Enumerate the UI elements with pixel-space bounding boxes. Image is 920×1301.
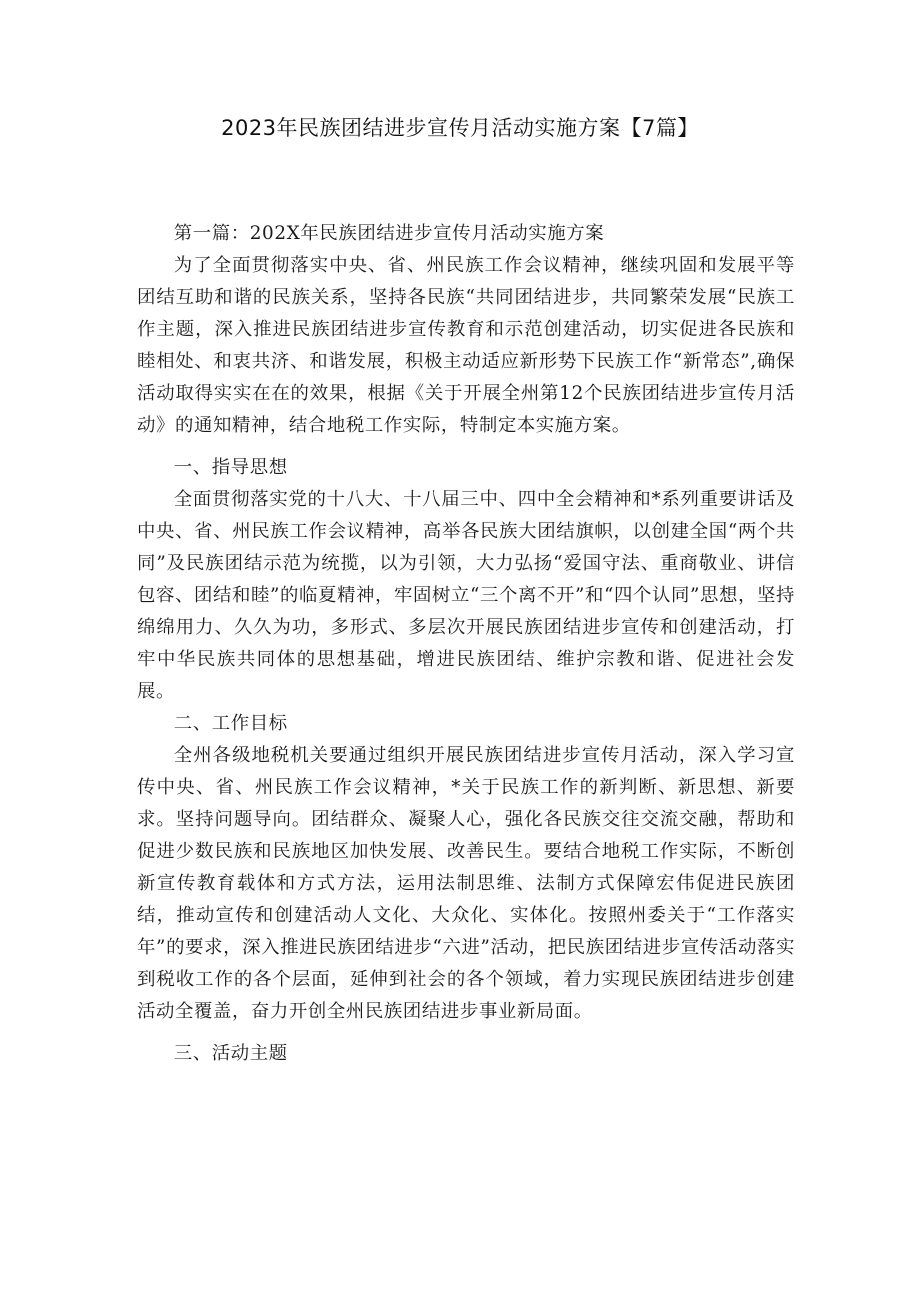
section-heading-work-goals: 二、工作目标: [173, 713, 288, 734]
document-title: 2023年民族团结进步宣传月活动实施方案【7篇】: [221, 116, 699, 140]
section-heading-guiding-ideology: 一、指导思想: [173, 457, 288, 478]
paragraph-work-goals: 全州各级地税机关要通过组织开展民族团结进步宣传月活动，深入学习宣传中央、省、州民族工作会议精神，*关于民族工作的新判断、新思想、新要求。坚持问题导向。团结群众、凝聚人心，强化各民族交往交流交融，帮助和促进少数民族和民族地区加快发展、改善民生。要结合地税工作实际，不断创新宣传教育载体和方式方法，运用法制思维、法制方式保障宏伟促进民族团结，推动宣传和创建活动人文化、大众化、实体化。按照州委关于“工作落实年”的要求，深入推进民族团结进步“六进”活动，把民族团结进步宣传活动落实到税收工作的各个层面，延伸到社会的各个领域，着力实现民族团结进步创建活动全覆盖，奋力开创全州民族团结进步事业新局面。: [137, 745, 795, 1022]
document-body: [137, 218, 795, 1070]
section-heading-activity-theme: 三、活动主题: [173, 1043, 288, 1064]
paragraph-intro: 为了全面贯彻落实中央、省、州民族工作会议精神，继续巩固和发展平等团结互助和谐的民族关系，坚持各民族“共同团结进步，共同繁荣发展“民族工作主题，深入推进民族团结进步宣传教育和示范创建活动，切实促进各民族和睦相处、和衷共济、和谐发展，积极主动适应新形势下民族工作“新常态”,确保活动取得实实在在的效果，根据《关于开展全州第12个民族团结进步宣传月活动》的通知精神，结合地税工作实际，特制定本实施方案。: [137, 255, 795, 436]
paragraph-guiding-ideology: 全面贯彻落实党的十八大、十八届三中、四中全会精神和*系列重要讲话及中央、省、州民族工作会议精神，高举各民族大团结旗帜，以创建全国“两个共同”及民族团结示范为统揽，以为引领，大力弘扬“爱国守法、重商敬业、讲信包容、团结和睦”的临夏精神，牢固树立“三个离不开”和“四个认同”思想，坚持绵绵用力、久久为功，多形式、多层次开展民族团结进步宣传和创建活动，打牢中华民族共同体的思想基础，增进民族团结、维护宗教和谐、促进社会发展。: [137, 489, 795, 702]
section-heading-part-one: 第一篇：202X年民族团结进步宣传月活动实施方案: [173, 223, 605, 244]
